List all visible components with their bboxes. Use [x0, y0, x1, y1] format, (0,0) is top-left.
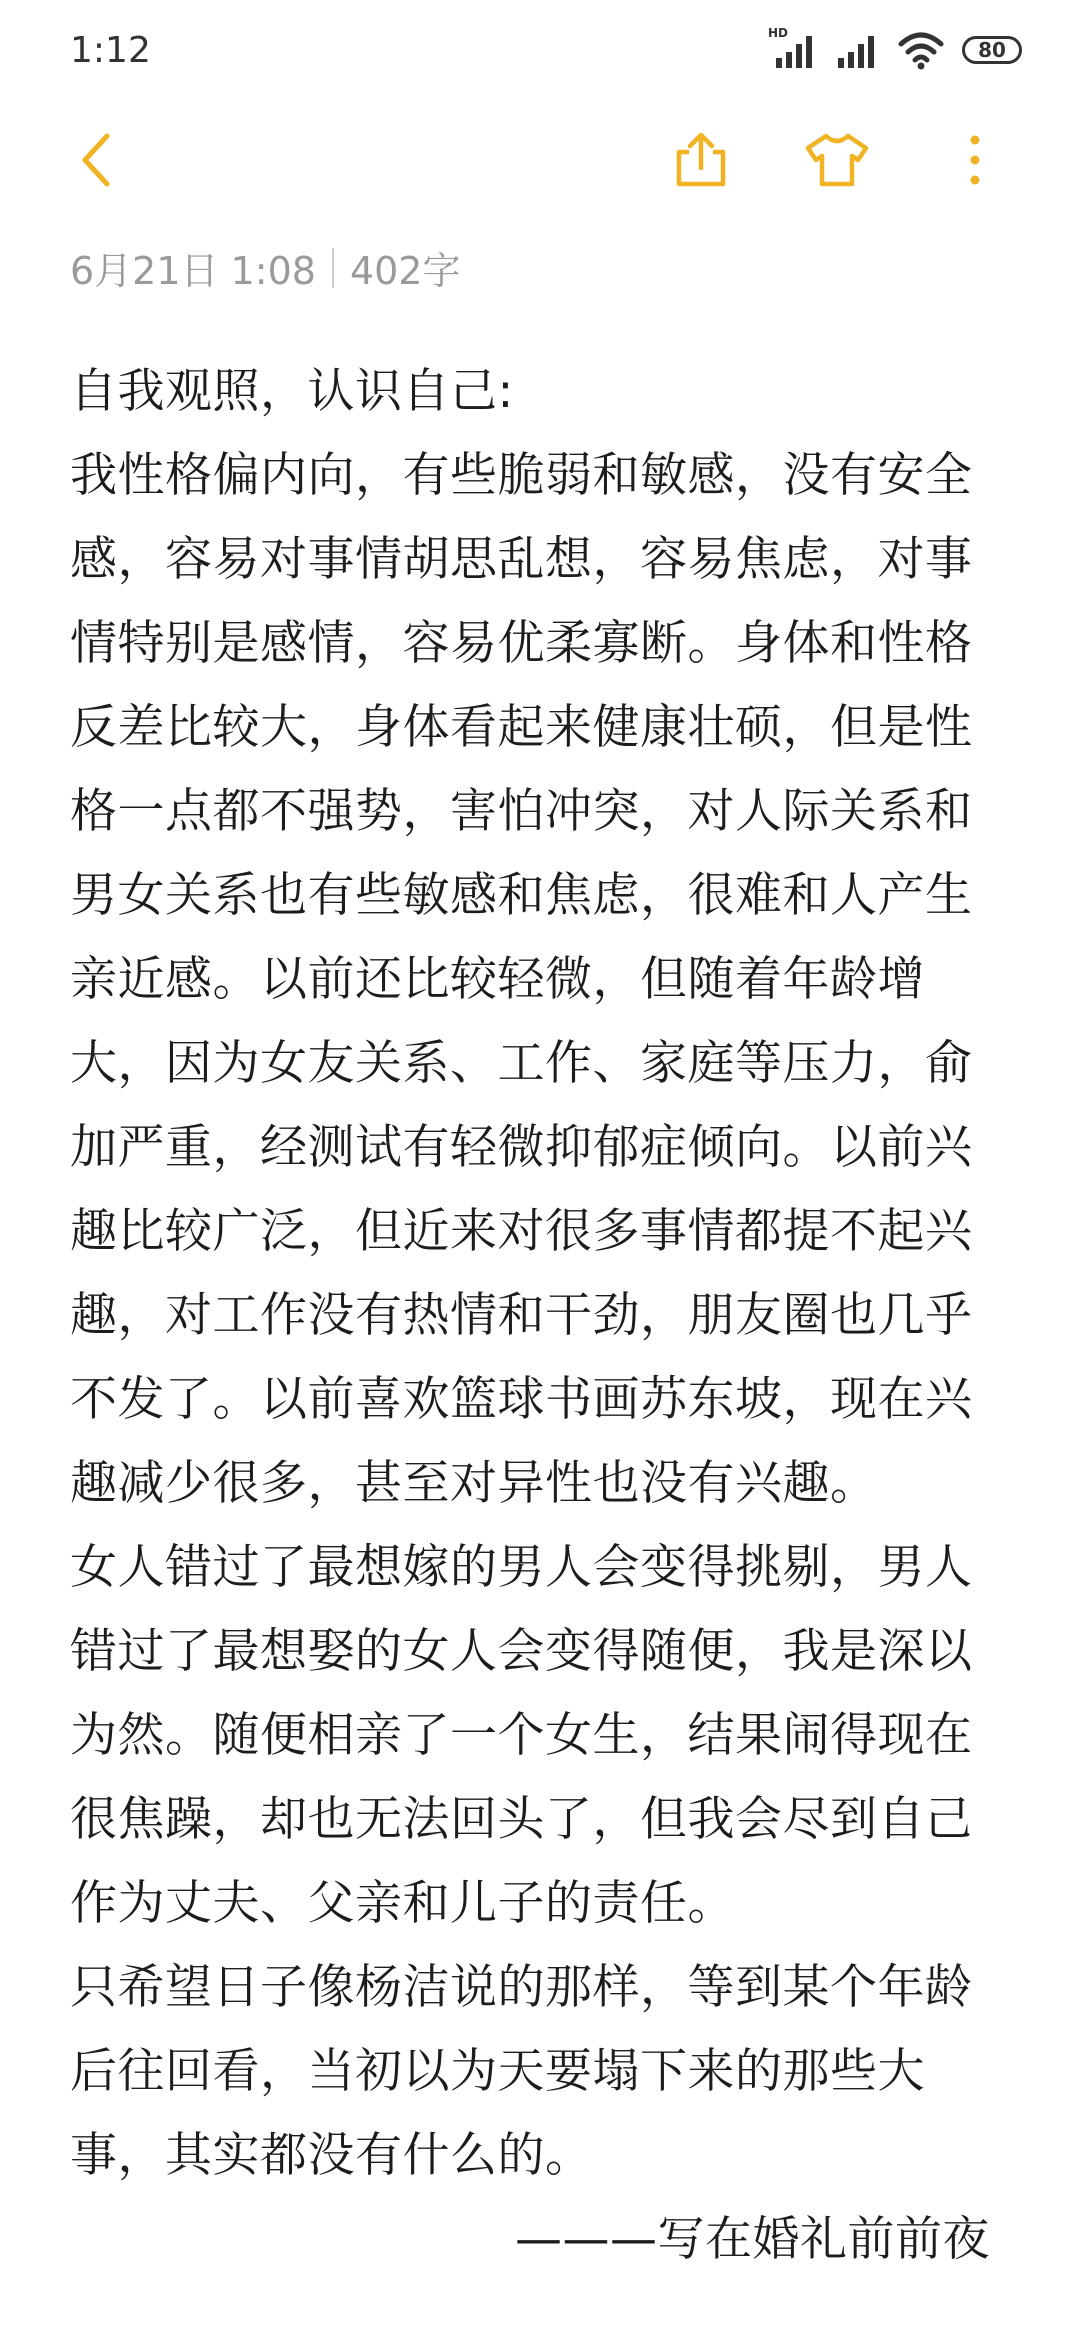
theme-button[interactable] — [792, 110, 882, 210]
note-line: 男女关系也有些敏感和焦虑，很难和人产生 — [70, 868, 973, 923]
note-line: 不发了。以前喜欢篮球书画苏东坡，现在兴 — [70, 1372, 973, 1427]
note-line: 趣，对工作没有热情和干劲，朋友圈也几乎 — [70, 1288, 973, 1343]
more-button[interactable] — [930, 110, 1020, 210]
share-button[interactable] — [656, 110, 746, 210]
note-line: 很焦躁，却也无法回头了，但我会尽到自己 — [70, 1792, 973, 1847]
note-line: 情特别是感情，容易优柔寡断。身体和性格 — [70, 616, 973, 671]
note-line: 作为丈夫、父亲和儿子的责任。 — [70, 1876, 735, 1931]
note-date: 6月21日 1:08 — [70, 249, 316, 293]
note-line: 只希望日子像杨洁说的那样，等到某个年龄 — [70, 1960, 973, 2015]
note-line: 感，容易对事情胡思乱想，容易焦虑，对事 — [70, 532, 973, 587]
status-bar — [0, 0, 1080, 100]
status-time: 1:12 — [70, 30, 151, 71]
share-icon — [671, 130, 731, 190]
note-line: 错过了最想娶的女人会变得随便，我是深以 — [70, 1624, 973, 1679]
note-line: 我性格偏内向，有些脆弱和敏感，没有安全 — [70, 448, 973, 503]
note-line: 后往回看，当初以为天要塌下来的那些大 — [70, 2044, 925, 2099]
wifi-icon — [898, 30, 944, 70]
note-line: 趣减少很多，甚至对异性也没有兴趣。 — [70, 1456, 878, 1511]
note-line: 女人错过了最想嫁的男人会变得挑剔，男人 — [70, 1540, 973, 1595]
note-line: 亲近感。以前还比较轻微，但随着年龄增 — [70, 952, 925, 1007]
note-line: 反差比较大，身体看起来健康壮硕，但是性 — [70, 700, 973, 755]
battery-indicator — [962, 36, 1022, 64]
note-line: 自我观照，认识自己: — [70, 364, 514, 419]
word-count: 402字 — [349, 249, 461, 293]
note-line: 为然。随便相亲了一个女生，结果闹得现在 — [70, 1708, 973, 1763]
note-line: 事，其实都没有什么的。 — [70, 2128, 593, 2183]
note-signature: ———写在婚礼前前夜 — [515, 2212, 990, 2267]
battery-level: 80 — [978, 38, 1006, 62]
hd-badge: HD — [768, 26, 789, 40]
note-meta — [70, 240, 460, 295]
back-button[interactable] — [52, 110, 142, 210]
tshirt-icon — [804, 130, 870, 190]
hd-signal-icon — [768, 26, 818, 70]
note-body[interactable] — [70, 350, 990, 2282]
note-line: 格一点都不强势，害怕冲突，对人际关系和 — [70, 784, 973, 839]
note-line: 趣比较广泛，但近来对很多事情都提不起兴 — [70, 1204, 973, 1259]
note-toolbar — [0, 110, 1080, 210]
note-line: 大，因为女友关系、工作、家庭等压力，俞 — [70, 1036, 973, 1091]
more-vertical-icon — [965, 130, 985, 190]
signal-icon — [836, 30, 880, 70]
status-icons — [768, 26, 1022, 70]
note-line: 加严重，经测试有轻微抑郁症倾向。以前兴 — [70, 1120, 973, 1175]
chevron-left-icon — [77, 130, 117, 190]
meta-divider — [332, 248, 334, 288]
